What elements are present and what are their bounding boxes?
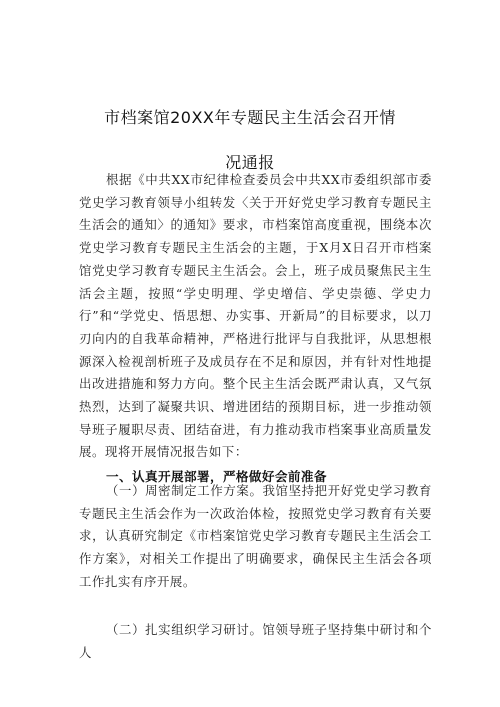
paragraph-study: （二）扎实组织学习研讨。馆领导班子坚持集中研讨和个人 (79, 622, 432, 660)
document-title-line2: 况通报 (225, 153, 275, 172)
intro-paragraph: 根据《中共XX市纪律检查委员会中共XX市委组织部市委党史学习教育领导小组转发〈关于开好党史学习教育专题民主生活会的通知〉的通知》要求，市档案馆高度重视，围绕本次党史学习教育专题民主生活会的主题，于X月X日召开市档案馆党史学习教育专题民主生活会。会上，班子成员聚焦民主生活会主题，按照“学史明理、学史增信、学史崇德、学史力行”和“学党史、悟思想、办实事、开新局”的目标要求，以刀刃向内的自我革命精神，严格进行批评与自我批评，从思想根源深入检视剖析班子及成员存在不足和原因，并有针对性地提出改进措施和努力方向。整个民主生活会既严肃认真，又气氛热烈，达到了凝聚共识、增进团结的预期目标，进一步推动领导班子履职尽责、团结奋进，有力推动我市档案事业高质量发展。现将开展情况报告如下： (79, 172, 432, 460)
document-title-line1: 市档案馆20XX年专题民主生活会召开情 (104, 108, 396, 127)
section-heading-1: 一、认真开展部署，严格做好会前准备 (106, 469, 327, 484)
paragraph-work-plan: （一）周密制定工作方案。我馆坚持把开好党史学习教育专题民主生活会作为一次政治体检，按照党史学习教育有关要求，认真研究制定《市档案馆党史学习教育专题民主生活会工作方案》，对相关工作提出了明确要求，确保民主生活会各项工作扎实有序开展。 (79, 483, 432, 589)
